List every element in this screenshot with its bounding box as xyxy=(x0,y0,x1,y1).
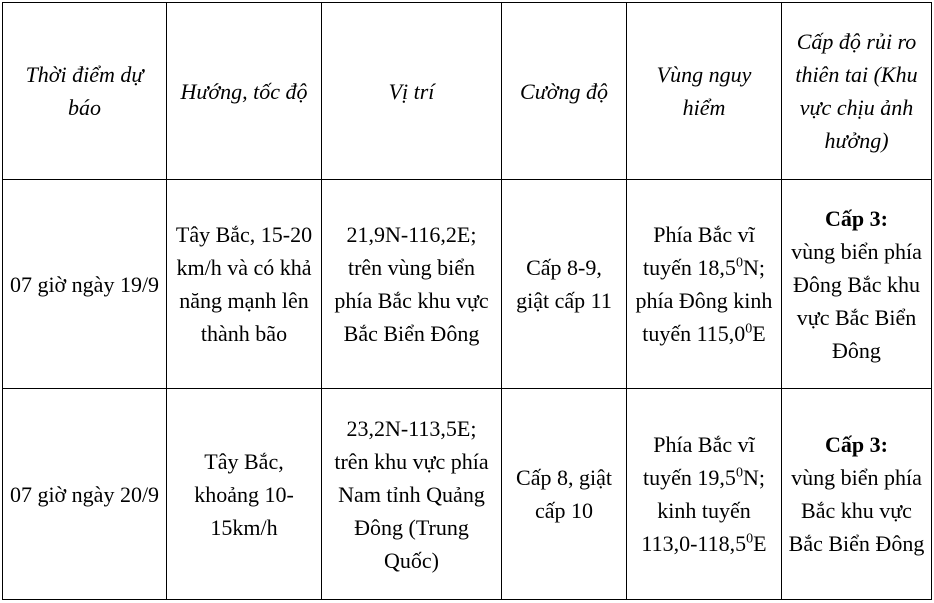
cell-direction-speed: Tây Bắc, khoảng 10-15km/h xyxy=(167,389,322,600)
cell-risk-level xyxy=(782,180,932,389)
forecast-table xyxy=(2,2,932,600)
header-intensity: Cường độ xyxy=(502,3,627,180)
header-position: Vị trí xyxy=(322,3,502,180)
header-danger-zone: Vùng nguy hiểm xyxy=(627,3,782,180)
header-row xyxy=(3,3,932,180)
table-row xyxy=(3,389,932,600)
risk-area: vùng biển phía Bắc khu vực Bắc Biển Đông xyxy=(788,465,925,556)
cell-time: 07 giờ ngày 20/9 xyxy=(3,389,167,600)
table-row xyxy=(3,180,932,389)
risk-level-label: Cấp 3: xyxy=(825,432,888,457)
cell-position: 23,2N-113,5E; trên khu vực phía Nam tỉnh Quảng Đông (Trung Quốc) xyxy=(322,389,502,600)
cell-danger-zone: Phía Bắc vĩ tuyến 18,5$^0$N; phía Đông kinh tuyến 115,0$^0$E xyxy=(627,180,782,389)
header-direction-speed: Hướng, tốc độ xyxy=(167,3,322,180)
cell-risk-level xyxy=(782,389,932,600)
cell-danger-zone: Phía Bắc vĩ tuyến 19,5$^0$N; kinh tuyến 113,0-118,5$^0$E xyxy=(627,389,782,600)
header-time: Thời điểm dự báo xyxy=(3,3,167,180)
risk-level-label: Cấp 3: xyxy=(825,205,888,231)
cell-direction-speed: Tây Bắc, 15-20 km/h và có khả năng mạnh lên thành bão xyxy=(167,180,322,389)
risk-area: vùng biển phía Đông Bắc khu vực Bắc Biển Đông xyxy=(791,238,922,363)
cell-intensity: Cấp 8-9, giật cấp 11 xyxy=(502,180,627,389)
cell-intensity: Cấp 8, giật cấp 10 xyxy=(502,389,627,600)
cell-position: 21,9N-116,2E; trên vùng biển phía Bắc khu vực Bắc Biển Đông xyxy=(322,180,502,389)
header-risk-level: Cấp độ rủi ro thiên tai (Khu vực chịu ảnh hưởng) xyxy=(782,3,932,180)
cell-time: 07 giờ ngày 19/9 xyxy=(3,180,167,389)
